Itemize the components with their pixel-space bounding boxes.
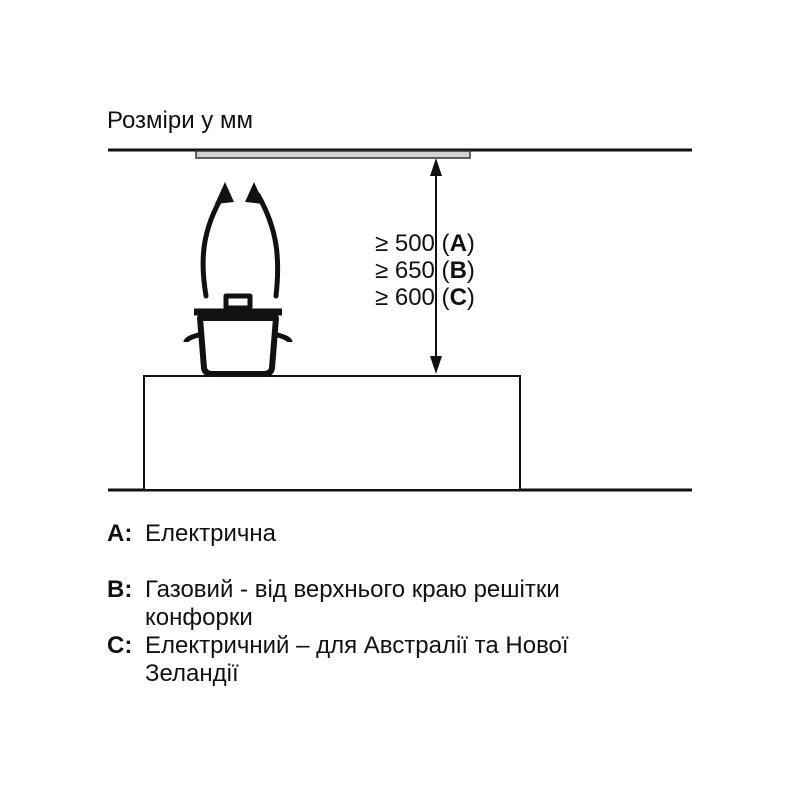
legend-item-a: A: Електрична	[107, 520, 276, 547]
dimension-a: ≥ 500 (A)	[375, 230, 475, 257]
hood-panel	[196, 151, 470, 158]
dimension-b: ≥ 650 (B)	[375, 257, 475, 284]
diagram-title: Розміри у мм	[107, 107, 253, 134]
counter	[144, 376, 520, 490]
pot-icon	[186, 296, 290, 374]
legend-item-c: C: Електричний – для Австралії та Нової Зеландії	[107, 632, 569, 687]
airflow-arrows	[203, 195, 278, 296]
airflow-arrowhead-right	[245, 182, 264, 204]
dimension-c: ≥ 600 (C)	[375, 284, 475, 311]
legend-item-b: B: Газовий - від верхнього краю решітки конфорки	[107, 576, 560, 631]
airflow-arrowhead-left	[215, 182, 234, 204]
